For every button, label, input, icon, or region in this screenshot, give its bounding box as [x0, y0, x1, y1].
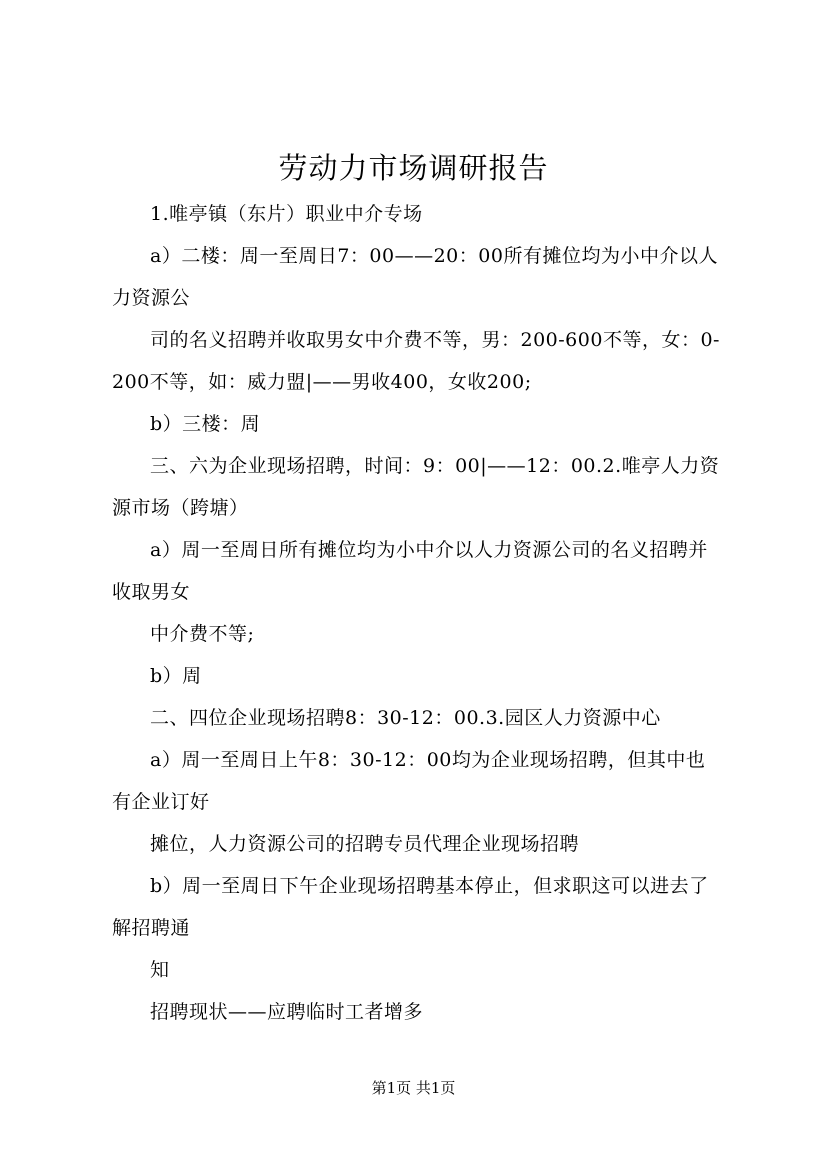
paragraph-5: 三、六为企业现场招聘，时间：9：00|——12：00.2.唯亭人力资源市场（跨塘）: [112, 455, 720, 519]
paragraph-14: 招聘现状——应聘临时工者增多: [150, 1001, 424, 1023]
paragraph-6: a）周一至周日所有摊位均为小中介以人力资源公司的名义招聘并收取男女: [112, 539, 708, 603]
document-body: [112, 193, 724, 1033]
page-footer: [0, 1077, 827, 1099]
paragraph-9: 二、四位企业现场招聘8：30-12：00.3.园区人力资源中心: [150, 707, 661, 729]
paragraph-1: 1.唯亭镇（东片）职业中介专场: [150, 203, 423, 225]
page-number-label: 第1页 共1页: [371, 1079, 456, 1097]
paragraph-8: b）周: [150, 665, 202, 687]
paragraph-13: 知: [150, 959, 170, 981]
paragraph-7: 中介费不等;: [150, 623, 255, 645]
paragraph-12: b）周一至周日下午企业现场招聘基本停止，但求职这可以进去了解招聘通: [112, 875, 709, 939]
paragraph-11: 摊位，人力资源公司的招聘专员代理企业现场招聘: [150, 833, 580, 855]
paragraph-10: a）周一至周日上午8：30-12：00均为企业现场招聘，但其中也有企业订好: [112, 749, 706, 813]
paragraph-3: 司的名义招聘并收取男女中介费不等，男：200-600不等，女：0-200不等，如：威力盟|——男收400，女收200;: [112, 329, 720, 393]
paragraph-2: a）二楼：周一至周日7：00——20：00所有摊位均为小中介以人力资源公: [112, 245, 718, 309]
paragraph-4: b）三楼：周: [150, 413, 261, 435]
document-title: 劳动力市场调研报告: [278, 151, 549, 185]
